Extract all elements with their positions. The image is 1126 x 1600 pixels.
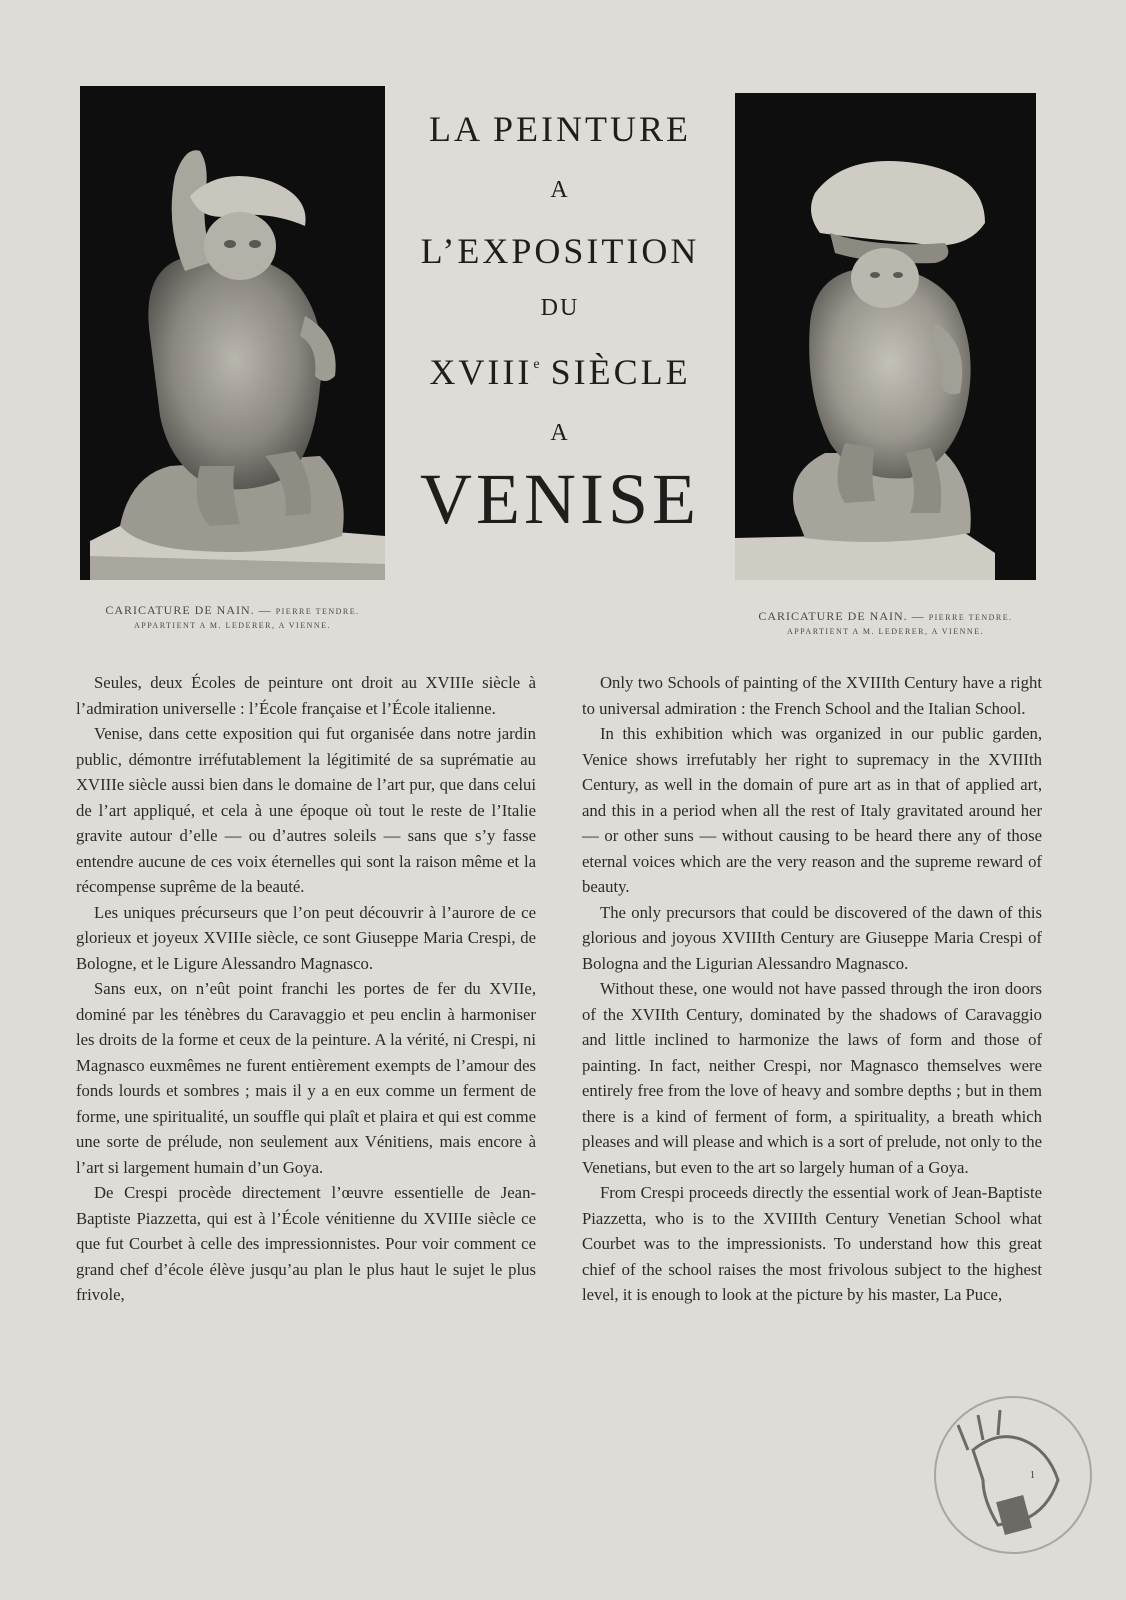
caption-right	[735, 609, 1036, 639]
statue-left-illustration	[80, 86, 385, 580]
title-line-6: A	[550, 420, 570, 446]
statue-right-illustration	[735, 93, 1036, 580]
caption-left-main: CARICATURE DE NAIN. —	[105, 603, 272, 617]
english-paragraph-3: The only precursors that could be discovered of the dawn of this glorious and joyous XVIIIth Century are Giuseppe Maria Crespi of Bologna and the Ligurian Alessandro Magnasco.	[582, 902, 1042, 973]
english-paragraph-4: Without these, one would not have passed through the iron doors of the XVIIth Century, dominated by the shadows of Caravaggio and little inclined to harmonize the laws of form and those of painting. In fact, neither Crespi, nor Magnasco themselves were entirely free from the love of heavy and sombre depths ; but in them there is a kind of ferment of form, a spirituality, a breath which pleases and will please and which is a sort of prelude, not only to the Venetians, but even to the art so largely human of a Goya.	[582, 979, 1042, 1177]
title-line-3: L’EXPOSITION	[420, 231, 700, 271]
french-paragraph-5: De Crespi procède directement l’œuvre essentielle de Jean-Baptiste Piazzetta, qui est à l’École vénitienne du XVIIIe siècle ce que fut Courbet à celle des impressionnistes. Pour voir comment ce grand chef d’école élève jusqu’au plan le plus haut le sujet le plus frivole,	[76, 1183, 536, 1304]
english-column	[582, 670, 1042, 1308]
hand-stamp-icon	[928, 1390, 1098, 1560]
caption-left-owner: APPARTIENT A M. LEDERER, A VIENNE.	[133, 621, 332, 630]
english-paragraph-1: Only two Schools of painting of the XVIIIth Century have a right to universal admiration : the French School and the Italian School.	[582, 673, 1042, 718]
article-title	[385, 110, 735, 537]
caption-left	[80, 603, 385, 633]
photo-left-dwarf-statue	[80, 86, 385, 580]
photo-right-dwarf-statue	[735, 93, 1036, 580]
title-century: XVIII	[429, 352, 533, 392]
french-paragraph-3: Les uniques précurseurs que l’on peut découvrir à l’aurore de ce glorieux et joyeux XVIIIe siècle, ce sont Giuseppe Maria Crespi, de Bologne, et le Ligure Alessandro Magnasco.	[76, 902, 536, 973]
title-century-sup: e	[533, 357, 543, 372]
caption-right-owner: APPARTIENT A M. LEDERER, A VIENNE.	[786, 627, 985, 636]
title-line-5	[385, 346, 735, 391]
french-column	[76, 670, 536, 1308]
title-line-2: A	[550, 177, 570, 203]
title-siecle: SIÈCLE	[550, 352, 691, 392]
english-paragraph-2: In this exhibition which was organized in our public garden, Venice shows irrefutably her right to supremacy in the XVIIIth Century, as well in the domain of pure art as in that of applied art, and this in a period when all the rest of Italy gravitated around her — or other suns — without causing to be heard there any of those eternal voices which are the very reason and the supreme reward of beauty.	[582, 724, 1042, 896]
title-line-1: LA PEINTURE	[429, 109, 691, 149]
french-paragraph-4: Sans eux, on n’eût point franchi les portes de fer du XVIIe, dominé par les ténèbres du Caravaggio et peu enclin à harmoniser les droits de la forme et ceux de la peinture. A la vérité, ni Crespi, ni Magnasco euxmêmes ne furent entièrement exempts de l’amour des fonds lourds et sombres ; mais il y a en eux comme un ferment de forme, une spiritualité, un souffle qui plaît et plaira et qui est comme une sorte de prélude, non seulement aux Vénitiens, mais encore à l’art si largement humain d’un Goya.	[76, 979, 536, 1177]
french-paragraph-1: Seules, deux Écoles de peinture ont droit au XVIIIe siècle à l’admiration universelle : l’École française et l’École italienne.	[76, 673, 536, 718]
french-paragraph-2: Venise, dans cette exposition qui fut organisée dans notre jardin public, démontre irréfutablement la légitimité de sa suprématie au XVIIIe siècle aussi bien dans le domaine de l’art pur, que dans celui de l’art appliqué, et cela à une époque où tout le reste de l’Italie gravite autour d’elle — ou d’autres soleils — sans que s’y fasse entendre aucune de ces voix éternelles qui sont la raison même et la récompense suprême de la beauté.	[76, 724, 536, 896]
english-paragraph-5: From Crespi proceeds directly the essential work of Jean-Baptiste Piazzetta, who is to the XVIIIth Century Venetian School what Courbet was to the impressionists. To understand how this great chief of the school raises the most frivolous subject to the highest level, it is enough to look at the picture by his master, La Puce,	[582, 1183, 1042, 1304]
page-number: 1	[1030, 1470, 1035, 1481]
caption-right-main: CARICATURE DE NAIN. —	[758, 609, 925, 623]
title-venise: VENISE	[420, 459, 700, 539]
caption-left-material: PIERRE TENDRE.	[275, 607, 360, 616]
caption-right-material: PIERRE TENDRE.	[928, 613, 1013, 622]
title-line-4: DU	[540, 295, 580, 321]
